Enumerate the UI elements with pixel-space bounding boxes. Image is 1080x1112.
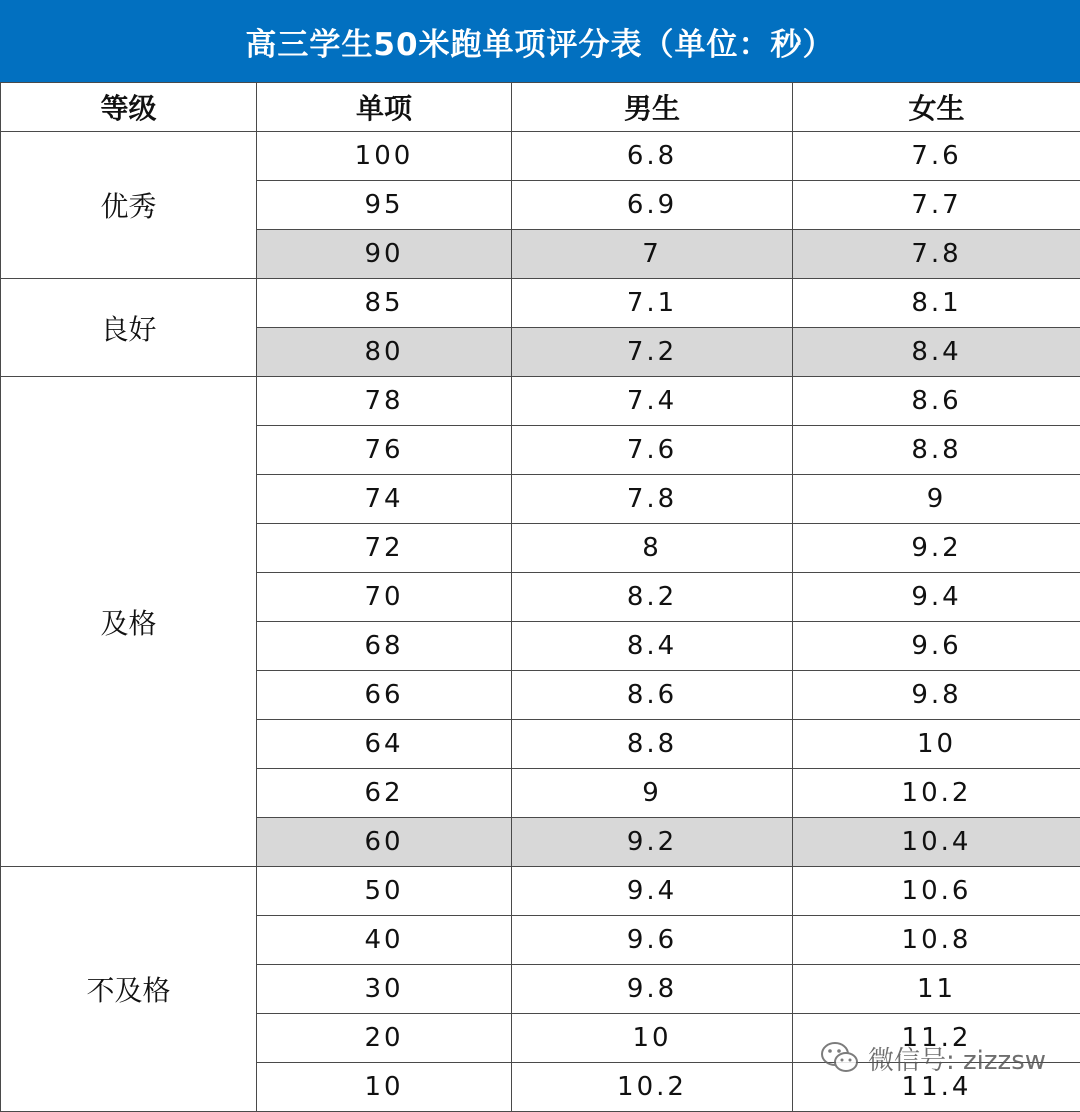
table-row	[1, 132, 1080, 181]
score-cell: 64	[257, 720, 512, 769]
male-cell: 7.1	[512, 279, 793, 328]
score-cell: 60	[257, 818, 512, 867]
header-male: 男生	[512, 83, 793, 132]
female-cell: 9	[793, 475, 1080, 524]
score-cell: 78	[257, 377, 512, 426]
male-cell: 7.8	[512, 475, 793, 524]
table-row	[1, 279, 1080, 328]
grade-cell: 优秀	[1, 132, 257, 279]
female-cell: 11.2	[793, 1014, 1080, 1063]
watermark-text: 微信号: zizzsw	[868, 1040, 1046, 1077]
male-cell: 9.4	[512, 867, 793, 916]
grade-cell: 不及格	[1, 867, 257, 1112]
header-grade: 等级	[1, 83, 257, 132]
male-cell: 9.8	[512, 965, 793, 1014]
score-cell: 62	[257, 769, 512, 818]
watermark	[820, 1036, 1046, 1080]
male-cell: 8.4	[512, 622, 793, 671]
male-cell: 8.8	[512, 720, 793, 769]
male-cell: 7.4	[512, 377, 793, 426]
female-cell: 9.6	[793, 622, 1080, 671]
male-cell: 6.9	[512, 181, 793, 230]
female-cell: 7.7	[793, 181, 1080, 230]
female-cell: 10.6	[793, 867, 1080, 916]
score-table	[0, 82, 1080, 1112]
score-cell: 74	[257, 475, 512, 524]
female-cell: 8.6	[793, 377, 1080, 426]
male-cell: 7	[512, 230, 793, 279]
grade-cell: 及格	[1, 377, 257, 867]
score-cell: 90	[257, 230, 512, 279]
male-cell: 10.2	[512, 1063, 793, 1112]
female-cell: 8.1	[793, 279, 1080, 328]
score-cell: 80	[257, 328, 512, 377]
female-cell: 8.4	[793, 328, 1080, 377]
female-cell: 9.8	[793, 671, 1080, 720]
female-cell: 10.4	[793, 818, 1080, 867]
female-cell: 9.2	[793, 524, 1080, 573]
female-cell: 11.4	[793, 1063, 1080, 1112]
female-cell: 10.8	[793, 916, 1080, 965]
male-cell: 8.6	[512, 671, 793, 720]
grade-cell: 良好	[1, 279, 257, 377]
score-cell: 20	[257, 1014, 512, 1063]
female-cell: 10	[793, 720, 1080, 769]
score-cell: 30	[257, 965, 512, 1014]
score-cell: 66	[257, 671, 512, 720]
score-cell: 10	[257, 1063, 512, 1112]
table-row	[1, 377, 1080, 426]
score-cell: 76	[257, 426, 512, 475]
female-cell: 11	[793, 965, 1080, 1014]
male-cell: 9.6	[512, 916, 793, 965]
score-cell: 72	[257, 524, 512, 573]
male-cell: 7.2	[512, 328, 793, 377]
score-cell: 100	[257, 132, 512, 181]
female-cell: 9.4	[793, 573, 1080, 622]
header-row	[1, 83, 1080, 132]
female-cell: 8.8	[793, 426, 1080, 475]
female-cell: 7.8	[793, 230, 1080, 279]
male-cell: 8.2	[512, 573, 793, 622]
header-score: 单项	[257, 83, 512, 132]
score-cell: 68	[257, 622, 512, 671]
male-cell: 8	[512, 524, 793, 573]
score-cell: 50	[257, 867, 512, 916]
score-cell: 40	[257, 916, 512, 965]
score-cell: 95	[257, 181, 512, 230]
wechat-icon	[820, 1041, 860, 1075]
table-row	[1, 867, 1080, 916]
header-female: 女生	[793, 83, 1080, 132]
table-body	[1, 132, 1080, 1112]
male-cell: 6.8	[512, 132, 793, 181]
male-cell: 9	[512, 769, 793, 818]
male-cell: 10	[512, 1014, 793, 1063]
male-cell: 7.6	[512, 426, 793, 475]
score-cell: 70	[257, 573, 512, 622]
male-cell: 9.2	[512, 818, 793, 867]
female-cell: 10.2	[793, 769, 1080, 818]
table-title: 高三学生50米跑单项评分表（单位：秒）	[0, 0, 1080, 82]
female-cell: 7.6	[793, 132, 1080, 181]
score-cell: 85	[257, 279, 512, 328]
